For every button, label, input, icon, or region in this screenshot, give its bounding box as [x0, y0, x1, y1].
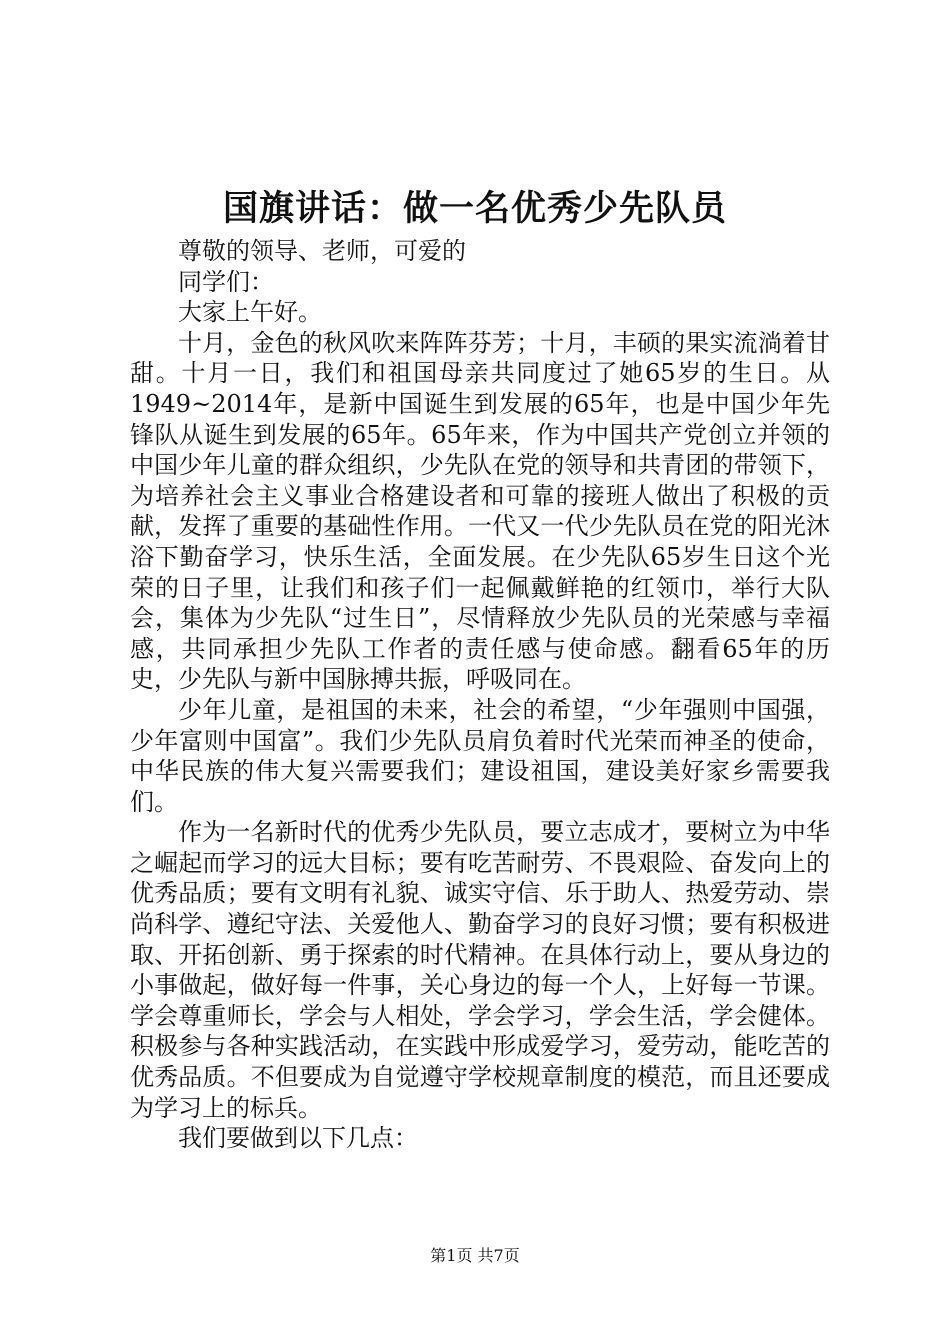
page-number-footer: 第1页 共7页 [430, 1246, 520, 1265]
paragraph-future: 少年儿童，是祖国的未来，社会的希望，“少年强则中国强，少年富则中国富”。我们少先队员肩负着时代光荣而神圣的使命，中华民族的伟大复兴需要我们；建设祖国，建设美好家乡需要我们。 [130, 695, 830, 816]
paragraph-requirements: 作为一名新时代的优秀少先队员，要立志成才，要树立为中华之崛起而学习的远大目标；要有吃苦耐劳、不畏艰险、奋发向上的优秀品质；要有文明有礼貌、诚实守信、乐于助人、热爱劳动、崇尚科学、遵纪守法、关爱他人、勤奋学习的良好习惯；要有积极进取、开拓创新、勇于探索的时代精神。在具体行动上，要从身边的小事做起，做好每一件事，关心身边的每一个人，上好每一节课。学会尊重师长，学会与人相处，学会学习，学会生活，学会健体。积极参与各种实践活动，在实践中形成爱学习，爱劳动，能吃苦的优秀品质。不但要成为自觉遵守学校规章制度的模范，而且还要成为学习上的标兵。 [130, 818, 830, 1122]
paragraph-history: 十月，金色的秋风吹来阵阵芬芳；十月，丰硕的果实流淌着甘甜。十月一日，我们和祖国母亲共同度过了她65岁的生日。从1949~2014年，是新中国诞生到发展的65年，也是中国少年先锋队从诞生到发展的65年。65年来，作为中国共产党创立并领的中国少年儿童的群众组织，少先队在党的领导和共青团的带领下，为培养社会主义事业合格建设者和可靠的接班人做出了积极的贡献，发挥了重要的基础性作用。一代又一代少先队员在党的阳光沐浴下勤奋学习，快乐生活，全面发展。在少先队65岁生日这个光荣的日子里，让我们和孩子们一起佩戴鲜艳的红领巾，举行大队会，集体为少先队“过生日”，尽情释放少先队员的光荣感与幸福感，共同承担少先队工作者的责任感与使命感。翻看65年的历史，少先队与新中国脉搏共振，呼吸同在。 [130, 328, 830, 694]
greeting: 大家上午好。 [178, 298, 322, 327]
document-title: 国旗讲话：做一名优秀少先队员 [222, 188, 727, 229]
paragraph-points-intro: 我们要做到以下几点： [178, 1124, 418, 1153]
document-body [130, 236, 830, 1154]
salutation-line-1: 尊敬的领导、老师，可爱的 [178, 237, 466, 265]
salutation-line-2: 同学们： [178, 267, 274, 296]
